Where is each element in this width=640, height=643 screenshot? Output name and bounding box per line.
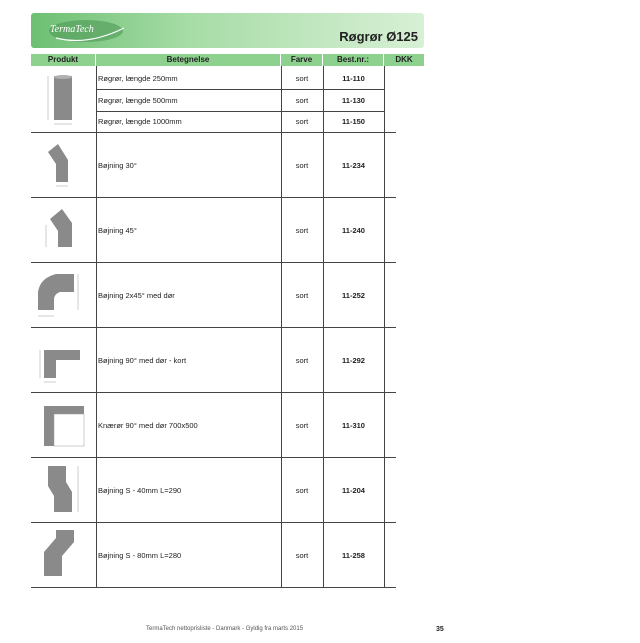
logo-text: TermaTech [50,24,94,35]
row-name: Røgrør, længde 1000mm [98,117,182,126]
bend-2x45-door-image [34,270,90,322]
row-color: sort [295,74,309,83]
row-name: Røgrør, længde 500mm [98,96,178,105]
row-nr: 11-240 [342,226,365,235]
bend-30-image [42,140,82,190]
row-nr: 11-234 [342,161,365,170]
row-name: Bøjning S - 80mm L=280 [98,551,182,560]
row-name: Bøjning 45° [98,226,137,235]
row-divider [31,262,396,263]
row-color: sort [295,551,309,560]
row-nr: 11-310 [342,421,365,430]
row-divider [31,522,396,523]
elbow-90-door-image [34,400,90,452]
row-divider [31,587,396,588]
row-divider [96,89,384,90]
row-divider [31,197,396,198]
row-divider [31,132,396,133]
row-color: sort [295,96,309,105]
straight-pipe-image [44,72,82,128]
row-name: Bøjning 2x45° med dør [98,291,175,300]
col-farve: Farve [281,54,323,66]
row-divider [31,327,396,328]
row-name: Bøjning 90° med dør - kort [98,356,187,365]
row-nr: 11-258 [342,551,365,560]
col-dkk: DKK [395,55,413,64]
row-color: sort [295,117,309,126]
row-nr: 11-130 [342,96,365,105]
s-bend-80-image [36,528,88,582]
row-divider [31,457,396,458]
row-name: Bøjning S - 40mm L=290 [98,486,182,495]
row-name: Bøjning 30° [98,161,137,170]
row-color: sort [295,161,309,170]
bend-90-door-short-image [36,336,88,386]
row-color: sort [295,486,309,495]
row-divider [31,392,396,393]
col-betegnelse: Betegnelse [96,54,281,66]
page-title: Røgrør Ø125 [339,29,418,44]
table-header [31,54,424,66]
row-name: Knærør 90° med dør 700x500 [98,421,198,430]
row-nr: 11-110 [342,74,365,83]
row-nr: 11-150 [342,117,365,126]
row-color: sort [295,356,309,365]
row-divider [96,111,384,112]
footer-text: TermaTech nettoprisliste - Danmark - Gyldig fra marts 2015 [146,626,304,632]
page-header [31,13,424,48]
col-produkt: Produkt [31,54,96,66]
col-bestnr: Best.nr.: [323,54,384,66]
row-name: Røgrør, længde 250mm [98,74,178,83]
row-color: sort [295,421,309,430]
page-number: 35 [436,626,444,633]
row-nr: 11-252 [342,291,365,300]
row-nr: 11-204 [342,486,365,495]
row-nr: 11-292 [342,356,365,365]
s-bend-40-image [36,462,88,518]
bend-45-image [40,205,84,255]
row-color: sort [295,291,309,300]
row-color: sort [295,226,309,235]
